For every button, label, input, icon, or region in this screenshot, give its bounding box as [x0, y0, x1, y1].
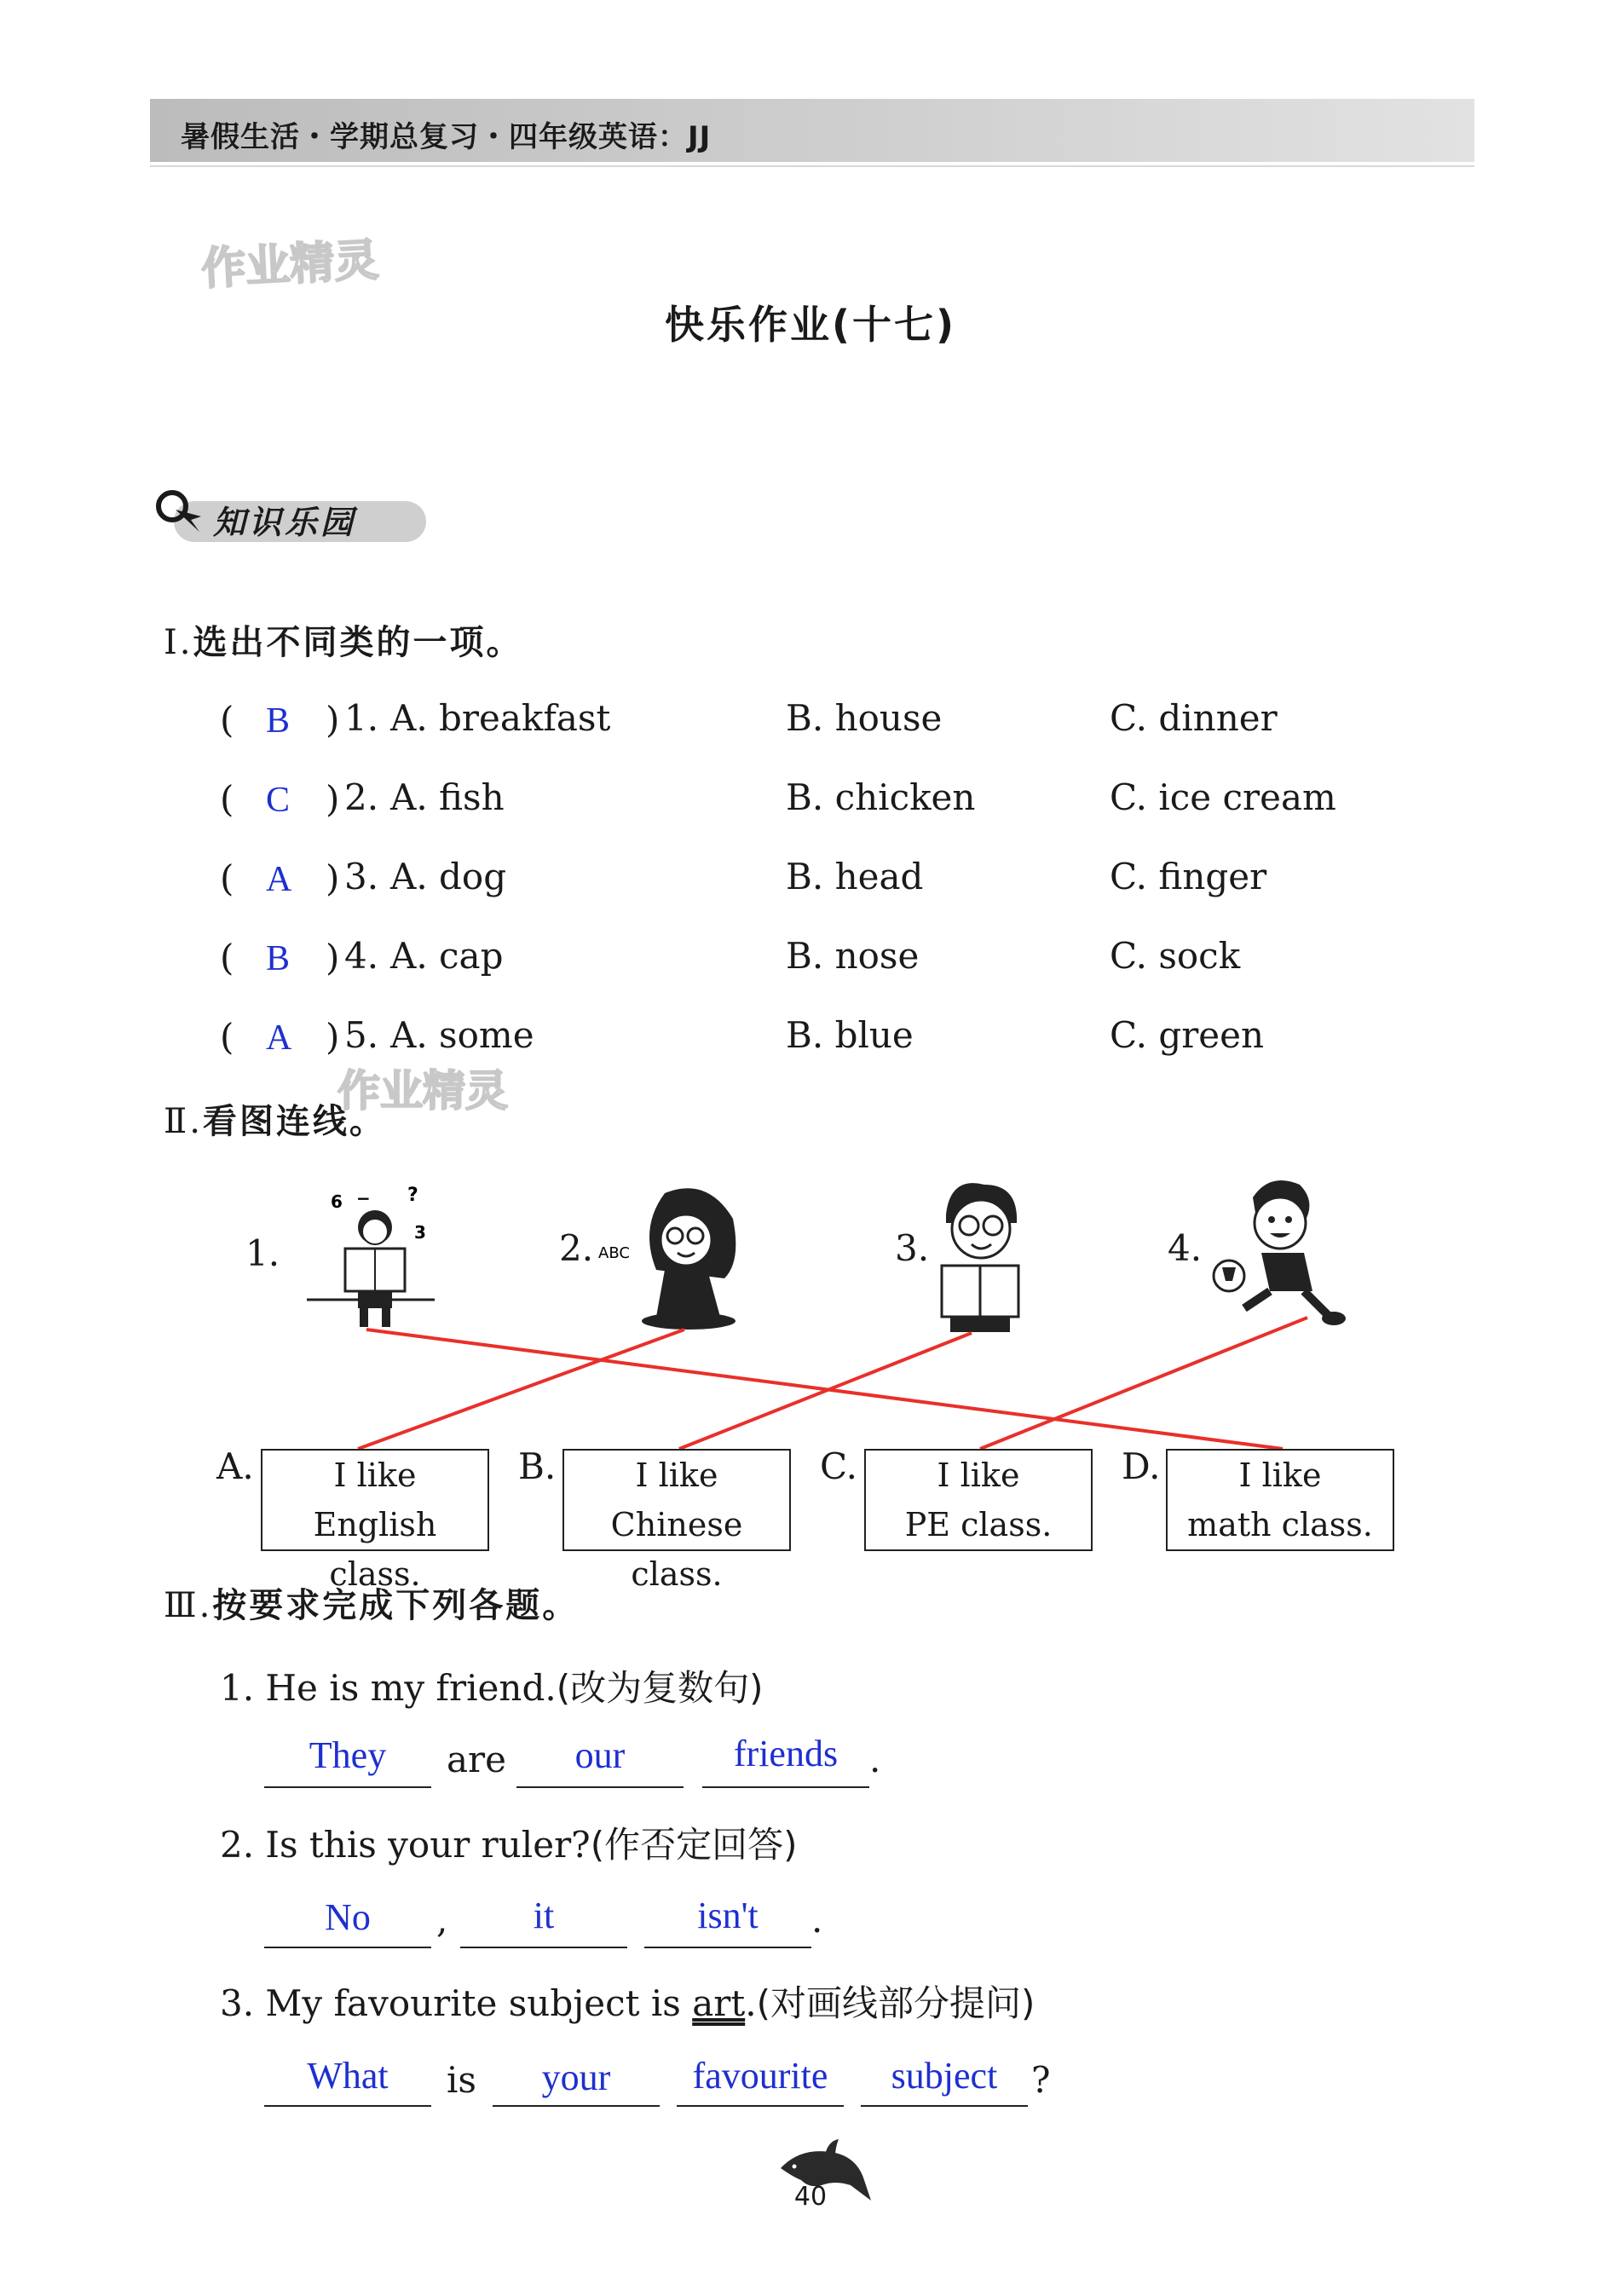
q1-fill-2: our — [574, 1734, 626, 1776]
picture-number-4: 4. — [1168, 1227, 1203, 1269]
option-box-line1: I like — [333, 1457, 417, 1494]
q3-blank-4 — [861, 2105, 1028, 2107]
option-letter-c: C. — [820, 1445, 857, 1487]
q1-blank-2 — [516, 1786, 684, 1788]
match-line-2-A — [358, 1330, 684, 1449]
svg-text:?: ? — [407, 1185, 418, 1206]
paren-close: ) — [326, 699, 340, 741]
option-b: B. chicken — [786, 776, 976, 818]
option-c: C. finger — [1110, 856, 1267, 897]
question-1-prompt: 1. He is my friend. — [220, 1667, 557, 1709]
header-text: 暑假生活・学期总复习・四年级英语：JJ — [181, 120, 712, 154]
paren-close: ) — [326, 937, 340, 978]
q1-fill-3: friends — [733, 1733, 839, 1774]
paren-open: ( — [220, 778, 234, 820]
option-b: B. house — [786, 697, 943, 739]
question-2 — [220, 1817, 797, 1868]
q3-word-1: is — [447, 2059, 476, 2101]
answer-5: A — [266, 1018, 292, 1058]
option-letter-d: D. — [1122, 1445, 1161, 1487]
item-number: 3. — [344, 856, 379, 897]
match-line-3-B — [679, 1333, 972, 1449]
paren-open: ( — [220, 699, 234, 741]
question-1 — [220, 1660, 763, 1711]
item-number: 2. — [344, 776, 379, 818]
q3-blank-3 — [677, 2105, 844, 2107]
option-box-line1: I like — [635, 1457, 718, 1494]
option-b: B. blue — [786, 1014, 914, 1056]
item-number: 5. — [344, 1014, 379, 1056]
paren-open: ( — [220, 937, 234, 978]
option-a: A. breakfast — [390, 697, 611, 739]
q1-word-1: are — [447, 1739, 506, 1780]
paren-close: ) — [326, 857, 340, 899]
item-number: 4. — [344, 935, 379, 977]
question-2-prompt: 2. Is this your ruler? — [220, 1824, 591, 1866]
option-a: A. some — [390, 1014, 534, 1056]
option-box-line1: I like — [1238, 1457, 1322, 1494]
option-b: B. head — [786, 856, 924, 897]
option-a: A. fish — [390, 776, 505, 818]
section-label: 知识乐园 — [213, 504, 357, 541]
q3-blank-2 — [493, 2105, 660, 2107]
q2-fill-2: it — [533, 1895, 555, 1936]
question-3 — [220, 1976, 1035, 2027]
q2-blank-3 — [644, 1947, 811, 1948]
option-box-line2: English class. — [313, 1506, 437, 1593]
option-box-line2: math class. — [1187, 1506, 1373, 1543]
option-c: C. ice cream — [1110, 776, 1336, 818]
q3-fill-1: What — [307, 2055, 389, 2097]
option-box-line2: PE class. — [904, 1506, 1053, 1543]
option-box-line2: Chinese class. — [610, 1506, 743, 1593]
option-box-b — [562, 1449, 791, 1593]
q1-blank-3 — [702, 1786, 869, 1788]
answer-4: B — [266, 939, 291, 978]
option-c: C. sock — [1110, 935, 1241, 977]
q2-end: . — [811, 1899, 823, 1941]
paren-open: ( — [220, 857, 234, 899]
part3-heading — [164, 1578, 579, 1627]
picture-number-3: 3. — [895, 1227, 930, 1269]
option-box-line1: I like — [937, 1457, 1020, 1494]
option-box-a — [261, 1449, 489, 1593]
q3-fill-4: subject — [891, 2055, 998, 2097]
watermark-top: 作业精灵 — [199, 234, 380, 296]
part1-heading-number: Ⅰ. — [164, 623, 193, 662]
question-2-note: (作否定回答) — [590, 1824, 798, 1866]
option-c: C. green — [1110, 1014, 1265, 1056]
q2-blank-1 — [264, 1947, 431, 1948]
svg-text:6: 6 — [331, 1191, 343, 1212]
picture-number-2: 2. — [559, 1227, 594, 1269]
question-1-note: (改为复数句) — [556, 1667, 764, 1709]
q1-end: . — [869, 1739, 881, 1780]
item-number: 1. — [344, 697, 379, 739]
q1-fill-1: They — [309, 1734, 387, 1776]
part1-heading-text: 选出不同类的一项。 — [193, 623, 523, 662]
picture-number-1: 1. — [245, 1232, 280, 1274]
part3-heading-text: 按要求完成下列各题。 — [212, 1586, 580, 1625]
paren-close: ) — [326, 778, 340, 820]
option-letter-b: B. — [518, 1445, 557, 1487]
page-title: 快乐作业(十七) — [664, 302, 957, 348]
option-b: B. nose — [786, 935, 920, 977]
question-3-prompt-pre: 3. My favourite subject is — [220, 1982, 693, 2024]
svg-text:−: − — [356, 1188, 371, 1209]
option-c: C. dinner — [1110, 697, 1278, 739]
match-line-1-D — [366, 1330, 1283, 1449]
option-letter-a: A. — [216, 1445, 254, 1487]
q3-end: ? — [1031, 2059, 1051, 2101]
paren-close: ) — [326, 1016, 340, 1058]
answer-3: A — [266, 860, 292, 899]
q2-fill-1: No — [325, 1896, 371, 1938]
answer-2: C — [266, 781, 291, 820]
page-number: 40 — [793, 2182, 828, 2212]
q3-fill-2: your — [541, 2057, 611, 2098]
part2-heading-text: 看图连线。 — [202, 1102, 386, 1141]
part3-heading-number: Ⅲ. — [164, 1586, 213, 1625]
question-3-underlined-word: art — [692, 1982, 746, 2024]
option-a: A. cap — [390, 935, 504, 977]
part2-heading-number: Ⅱ. — [164, 1102, 203, 1141]
q2-comma: , — [436, 1899, 448, 1941]
answer-1: B — [266, 701, 291, 741]
option-a: A. dog — [390, 856, 507, 897]
q1-blank-1 — [264, 1786, 431, 1788]
q2-fill-3: isn't — [697, 1895, 759, 1936]
paren-open: ( — [220, 1016, 234, 1058]
q3-blank-1 — [264, 2105, 431, 2107]
option-box-d — [1166, 1449, 1394, 1551]
q2-blank-2 — [460, 1947, 627, 1948]
option-box-c — [864, 1449, 1093, 1551]
question-3-note: (对画线部分提问) — [756, 1982, 1035, 2024]
svg-text:3: 3 — [414, 1222, 426, 1243]
watermark-middle: 作业精灵 — [337, 1066, 508, 1116]
question-3-prompt-post: . — [745, 1982, 757, 2024]
q3-fill-3: favourite — [692, 2055, 828, 2097]
svg-text:ABC: ABC — [598, 1244, 630, 1262]
